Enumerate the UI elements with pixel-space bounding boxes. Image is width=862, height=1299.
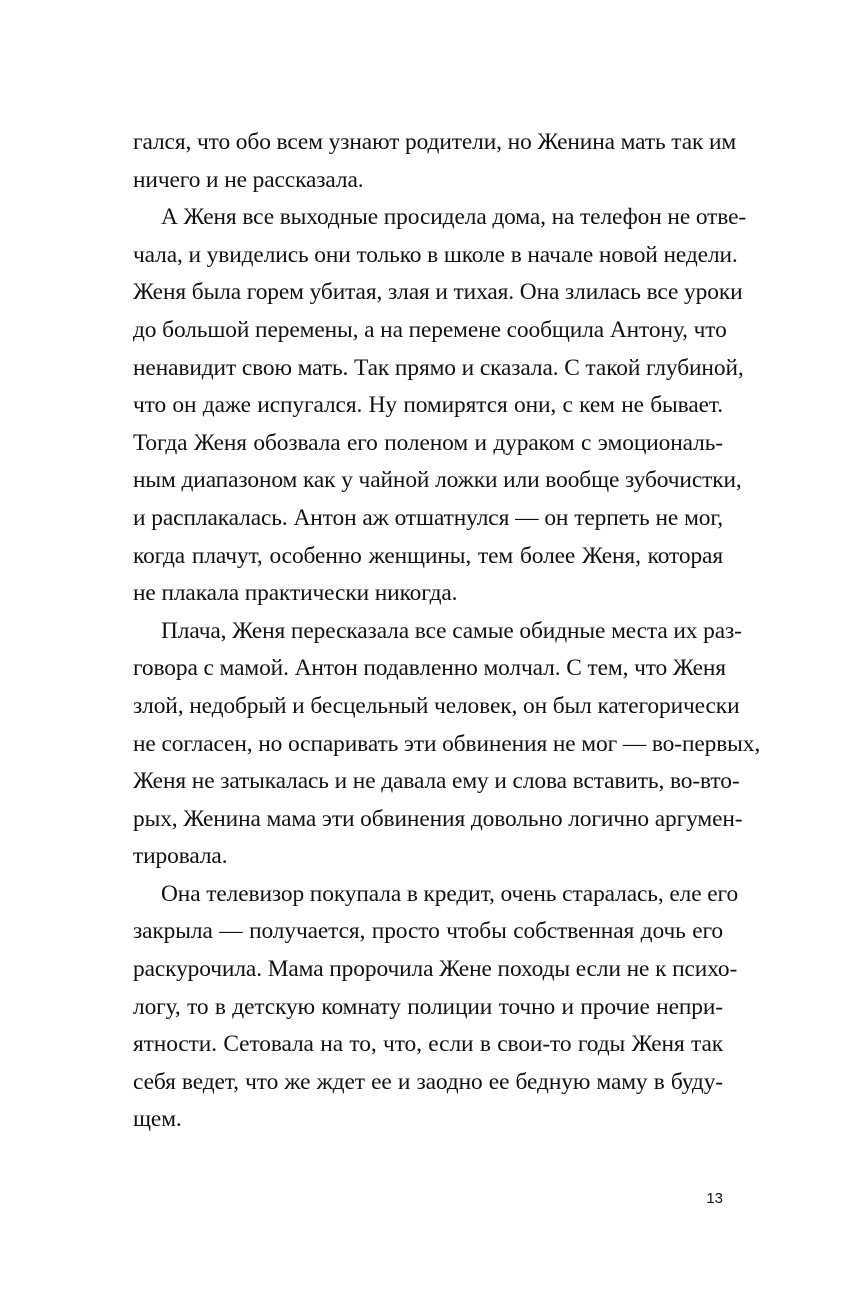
text-line: ятности. Сетовала на то, что, если в свои-то годы Женя так	[133, 1031, 723, 1058]
text-line: злой, недобрый и бесцельный человек, он был категорически	[133, 692, 740, 719]
text-line: чала, и увиделись они только в школе в начале новой недели.	[133, 241, 738, 268]
page-number: 13	[706, 1190, 723, 1207]
text-line: закрыла — получается, просто чтобы собственная дочь его	[133, 918, 723, 945]
text-line: Тогда Женя обозвала его поленом и дураком с эмоциональ-	[133, 429, 723, 456]
text-line: А Женя все выходные просидела дома, на телефон не отве-	[161, 204, 747, 231]
text-line: говора с мамой. Антон подавленно молчал. С тем, что Женя	[133, 655, 726, 682]
text-line: что он даже испугался. Ну помирятся они, с кем не бывает.	[133, 392, 723, 419]
text-line: до большой перемены, а на перемене сообщила Антону, что	[133, 316, 727, 343]
text-line: и расплакалась. Антон аж отшатнулся — он терпеть не мог,	[133, 504, 723, 531]
text-line: Плача, Женя пересказала все самые обидные места их раз-	[161, 617, 742, 644]
text-line: себя ведет, что же ждет ее и заодно ее бедную маму в буду-	[133, 1068, 723, 1095]
text-line: ным диапазоном как у чайной ложки или вообще зубочистки,	[133, 467, 742, 494]
text-line: ненавидит свою мать. Так прямо и сказала. С такой глубиной,	[133, 354, 744, 381]
text-line: щем.	[133, 1106, 182, 1133]
text-line: Женя не затыкалась и не давала ему и слова вставить, во-вто-	[133, 768, 740, 795]
text-line: ничего и не рассказала.	[133, 166, 364, 193]
text-line: раскурочила. Мама пророчила Жене походы если не к психо-	[133, 956, 738, 983]
text-line: тировала.	[133, 843, 228, 870]
text-line: не согласен, но оспаривать эти обвинения не мог — во-первых,	[133, 730, 761, 757]
text-line: не плакала практически никогда.	[133, 580, 458, 607]
text-line: рых, Женина мама эти обвинения довольно логично аргумен-	[133, 805, 743, 832]
text-line: когда плачут, особенно женщины, тем более Женя, которая	[133, 542, 723, 569]
text-line: Она телевизор покупала в кредит, очень старалась, еле его	[161, 880, 739, 907]
text-line: логу, то в детскую комнату полиции точно и прочие непри-	[133, 993, 723, 1020]
text-line: гался, что обо всем узнают родители, но Женина мать так им	[133, 129, 737, 155]
body-text	[133, 124, 761, 1139]
text-line: Женя была горем убитая, злая и тихая. Она злилась все уроки	[133, 279, 743, 306]
